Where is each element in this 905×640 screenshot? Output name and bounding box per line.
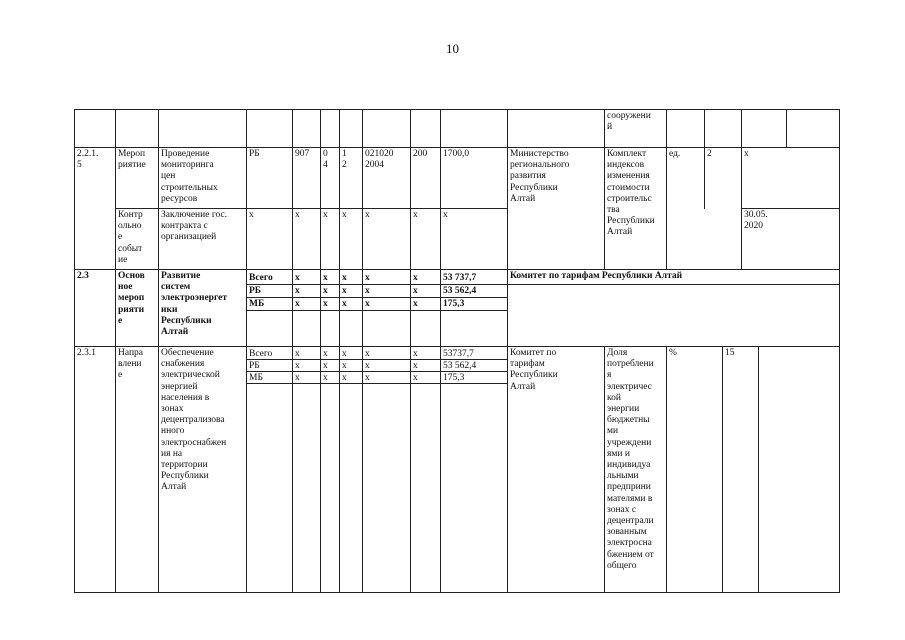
cell-231-s2-amount: 53 562,4 xyxy=(443,361,477,371)
cell-231-value: 15 xyxy=(725,348,735,358)
cell-231-s1-vr: х xyxy=(413,349,418,359)
grid-hline xyxy=(74,109,840,110)
cell-23-s3-rz: х xyxy=(323,299,328,309)
cell-2215-pr: 1 2 xyxy=(342,149,347,171)
cell-231-executor: Комитет по тарифам Республики Алтай xyxy=(510,348,558,392)
cell-control-type: Контр ольно е событ ие xyxy=(118,210,143,265)
cell-2215-number: 2.2.1. 5 xyxy=(77,149,99,171)
cell-control-source: х xyxy=(249,210,254,220)
cell-control-csr: х xyxy=(365,210,370,220)
grid-hline xyxy=(507,284,840,285)
grid-vline xyxy=(786,109,787,148)
cell-23-s3-grbs: х xyxy=(295,299,300,309)
cell-2215-csr: 021020 2004 xyxy=(365,149,394,171)
cell-23-s2-amount: 53 562,4 xyxy=(443,286,477,296)
cell-231-s3-csr: х xyxy=(365,373,370,383)
cell-control-vr: х xyxy=(413,210,418,220)
cell-23-s1-pr: х xyxy=(342,273,347,283)
cell-231-name: Обеспечение снабжения электрической энергией населения в зонах децентрализова нного электроснабжен ия на территории Республики Алтай xyxy=(161,348,227,493)
cell-2215-amount: 1700,0 xyxy=(443,149,470,159)
cell-23-s2-rz: х xyxy=(323,286,328,296)
cell-23-s3-amount: 175,3 xyxy=(443,299,465,309)
cell-control-pr: х xyxy=(342,210,347,220)
grid-vline xyxy=(758,346,759,593)
cell-231-s3-vr: х xyxy=(413,373,418,383)
cell-231-s1-csr: х xyxy=(365,349,370,359)
cell-231-s2-rz: х xyxy=(323,361,328,371)
cell-2215-value: 2 xyxy=(707,149,712,159)
cell-231-s1-pr: х xyxy=(342,349,347,359)
cell-23-s3-csr: х xyxy=(365,299,370,309)
grid-vline xyxy=(839,109,840,593)
cell-23-name: Развитие систем электроэнергет ики Республики Алтай xyxy=(161,271,228,338)
cell-2215-grbs: 907 xyxy=(295,149,310,159)
cell-231-s3-rz: х xyxy=(323,373,328,383)
cell-control-grbs: х xyxy=(295,210,300,220)
cell-231-number: 2.3.1 xyxy=(77,348,96,358)
cell-231-s2-grbs: х xyxy=(295,361,300,371)
cell-231-unit: % xyxy=(669,348,677,358)
cell-231-s3-grbs: х xyxy=(295,373,300,383)
cell-23-s2-csr: х xyxy=(365,286,370,296)
cell-control-name: Заключение гос. контракта с организацией xyxy=(161,210,228,243)
cell-2215-source: РБ xyxy=(249,149,260,159)
cell-23-s1-amount: 53 737,7 xyxy=(443,273,477,283)
cell-control-rz: х xyxy=(323,210,328,220)
cell-231-s2-csr: х xyxy=(365,361,370,371)
cell-23-type: Основ ное мероп рияти е xyxy=(118,271,145,326)
cell-2215-rz: 0 4 xyxy=(323,149,328,171)
cell-23-executor: Комитет по тарифам Республики Алтай xyxy=(510,271,683,281)
cell-23-s3-source: МБ xyxy=(249,299,265,309)
cell-2215-type: Мероп риятие xyxy=(118,149,146,171)
cell-2215-extra: х xyxy=(744,149,749,159)
cell-231-s3-amount: 175,3 xyxy=(443,373,465,383)
cell-23-s2-pr: х xyxy=(342,286,347,296)
cell-23-s1-source: Всего xyxy=(249,273,273,283)
cell-231-s3-source: МБ xyxy=(249,373,263,383)
cell-2215-executor: Министерство регионального развития Республики Алтай xyxy=(510,149,570,204)
cell-2215-indicator: Комплект индексов изменения стоимости строительс тва Республики Алтай xyxy=(607,149,655,238)
cell-23-s3-vr: х xyxy=(413,299,418,309)
cell-2215-unit: ед. xyxy=(669,149,681,159)
cell-231-indicator: Доля потреблени я электричес кой энергии бюджетны ми учреждени ями и индивидуа льными предприни мателями в зонах с децентрали зованным электросна бжением от общего xyxy=(607,348,654,571)
cell-23-s1-rz: х xyxy=(323,273,328,283)
cell-23-number: 2.3 xyxy=(77,271,89,281)
cell-231-s2-vr: х xyxy=(413,361,418,371)
cell-cont-result: сооружени й xyxy=(607,111,651,133)
cell-23-s2-source: РБ xyxy=(249,286,262,296)
cell-23-s1-csr: х xyxy=(365,273,370,283)
page-number: 10 xyxy=(446,41,459,56)
cell-231-s1-rz: х xyxy=(323,349,328,359)
cell-231-s1-amount: 53737,7 xyxy=(443,349,474,359)
cell-2215-name: Проведение мониторинга цен строительных ресурсов xyxy=(161,149,218,204)
cell-control-date: 30.05. 2020 xyxy=(744,210,768,232)
cell-231-s2-source: РБ xyxy=(249,361,260,371)
cell-2215-vr: 200 xyxy=(413,149,428,159)
cell-23-s2-vr: х xyxy=(413,286,418,296)
grid-hline xyxy=(74,592,840,593)
cell-231-type: Напра влени е xyxy=(118,348,144,381)
cell-231-s3-pr: х xyxy=(342,373,347,383)
cell-23-s1-grbs: х xyxy=(295,273,300,283)
cell-231-s1-grbs: х xyxy=(295,349,300,359)
cell-23-s1-vr: х xyxy=(413,273,418,283)
cell-23-s3-pr: х xyxy=(342,299,347,309)
cell-231-s1-source: Всего xyxy=(249,349,273,359)
cell-control-amount: х xyxy=(443,210,448,220)
cell-231-s2-pr: х xyxy=(342,361,347,371)
cell-23-s2-grbs: х xyxy=(295,286,300,296)
